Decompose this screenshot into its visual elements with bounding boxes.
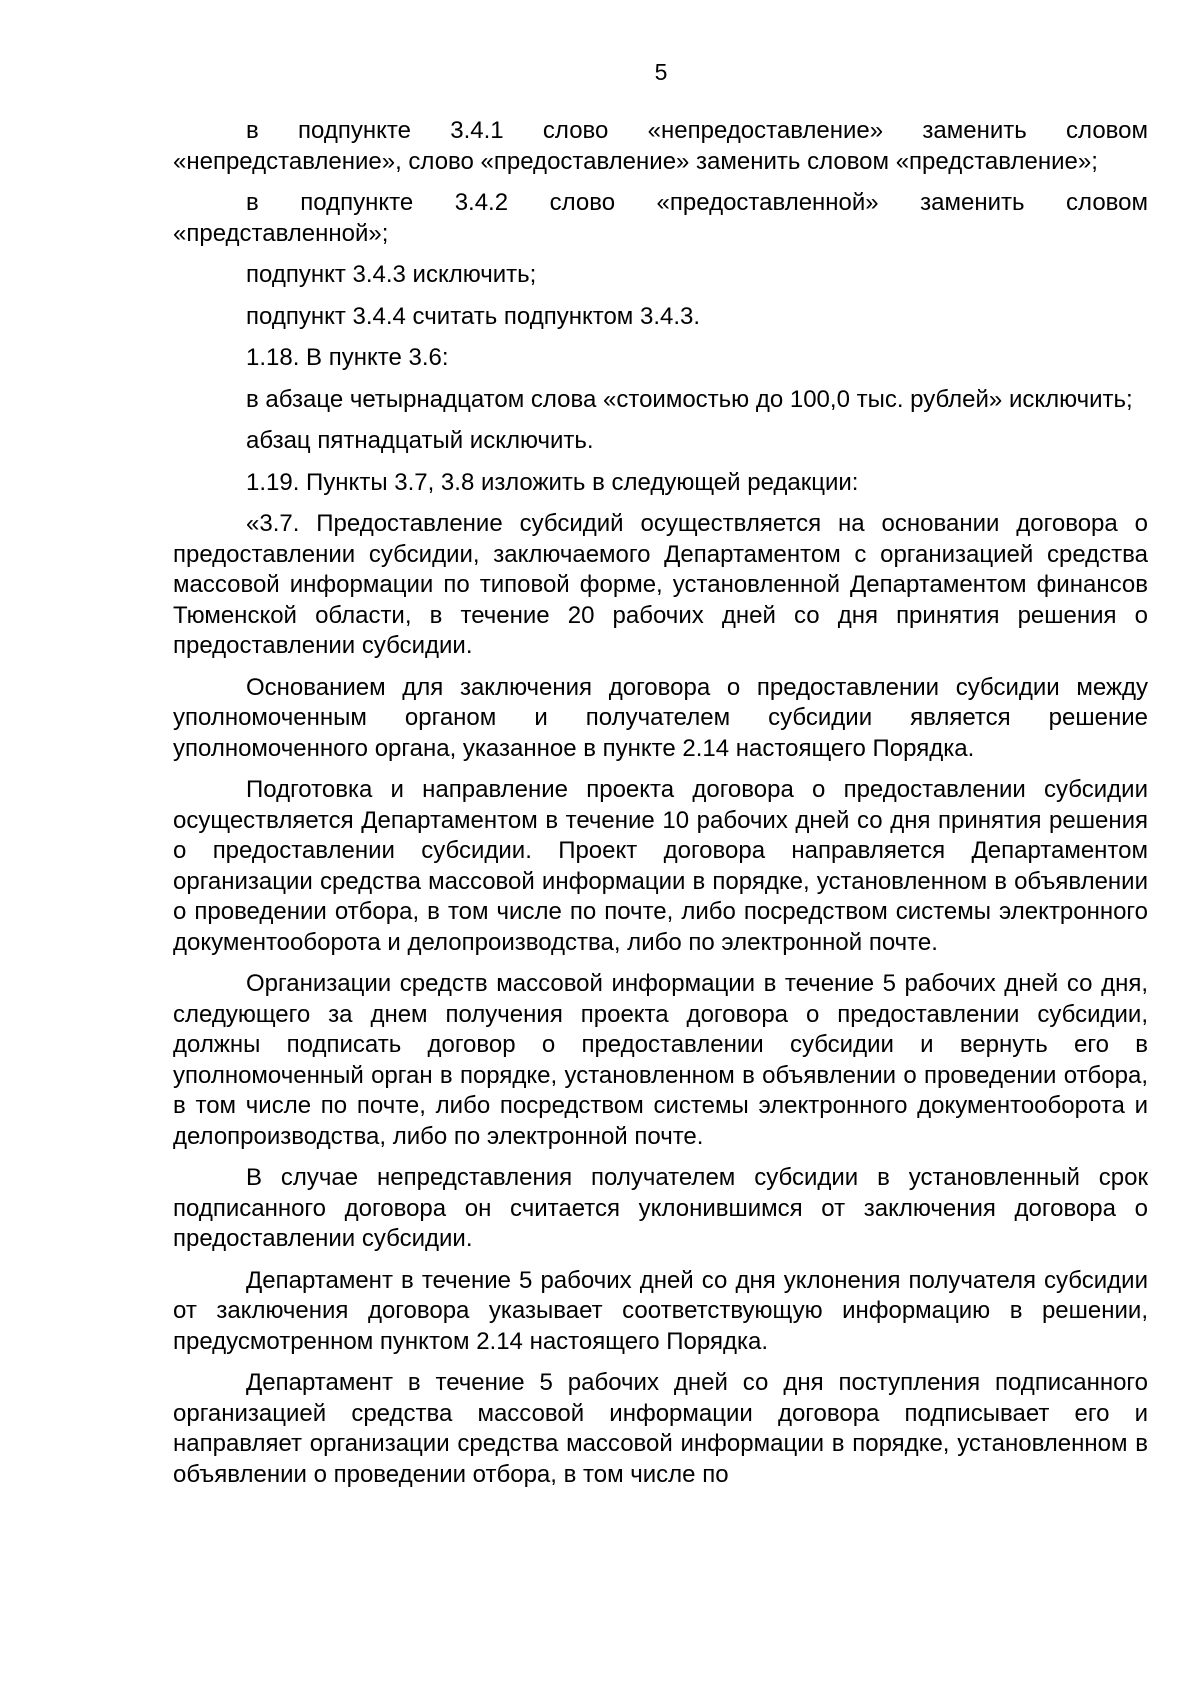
document-body [173, 116, 1148, 1490]
page-number: 5 [654, 59, 668, 85]
paragraph: «3.7. Предоставление субсидий осуществляется на основании договора о предоставлении субсидии, заключаемого Департаментом с организацией средства массовой информации по типовой форме, установленной Департаментом финансов Тюменской области, в течение 20 рабочих дней со дня принятия решения о предоставлении субсидии. [173, 510, 1148, 659]
paragraph: 1.18. В пункте 3.6: [246, 344, 449, 371]
paragraph: Подготовка и направление проекта договора о предоставлении субсидии осуществляется Департаментом в течение 10 рабочих дней со дня принятия решения о предоставлении субсидии. Проект договора направляется Департаментом организации средства массовой информации в порядке, установленном в объявлении о проведении отбора, в том числе по почте, либо посредством системы электронного документооборота и делопроизводства, либо по электронной почте. [173, 776, 1148, 956]
paragraph: в подпункте 3.4.2 слово «предоставленной» заменить словом «представленной»; [173, 189, 1148, 247]
paragraph: Департамент в течение 5 рабочих дней со дня поступления подписанного организацией средства массовой информации договора подписывает его и направляет организации средства массовой информации в порядке, установленном в объявлении о проведении отбора, в том числе по [173, 1369, 1148, 1488]
paragraph: Основанием для заключения договора о предоставлении субсидии между уполномоченным органом и получателем субсидии является решение уполномоченного органа, указанное в пункте 2.14 настоящего Порядка. [173, 673, 1148, 762]
paragraph: Департамент в течение 5 рабочих дней со дня уклонения получателя субсидии от заключения договора указывает соответствующую информацию в решении, предусмотренном пунктом 2.14 настоящего Порядка. [173, 1266, 1148, 1355]
paragraph: в подпункте 3.4.1 слово «непредоставление» заменить словом «непредставление», слово «предоставление» заменить словом «представление»; [173, 117, 1148, 175]
paragraph: абзац пятнадцатый исключить. [246, 427, 594, 454]
paragraph: 1.19. Пункты 3.7, 3.8 изложить в следующей редакции: [246, 468, 859, 496]
paragraph: В случае непредставления получателем субсидии в установленный срок подписанного договора он считается уклонившимся от заключения договора о предоставлении субсидии. [173, 1164, 1148, 1252]
paragraph: подпункт 3.4.4 считать подпунктом 3.4.3. [246, 302, 701, 330]
paragraph: в абзаце четырнадцатом слова «стоимостью до 100,0 тыс. рублей» исключить; [246, 385, 1133, 413]
paragraph: подпункт 3.4.3 исключить; [246, 261, 537, 288]
paragraph: Организации средств массовой информации в течение 5 рабочих дней со дня, следующего за днем получения проекта договора о предоставлении субсидии, должны подписать договор о предоставлении субсидии и вернуть его в уполномоченный орган в порядке, установленном в объявлении о проведении отбора, в том числе по почте, либо посредством системы электронного документооборота и делопроизводства, либо по электронной почте. [173, 970, 1148, 1150]
